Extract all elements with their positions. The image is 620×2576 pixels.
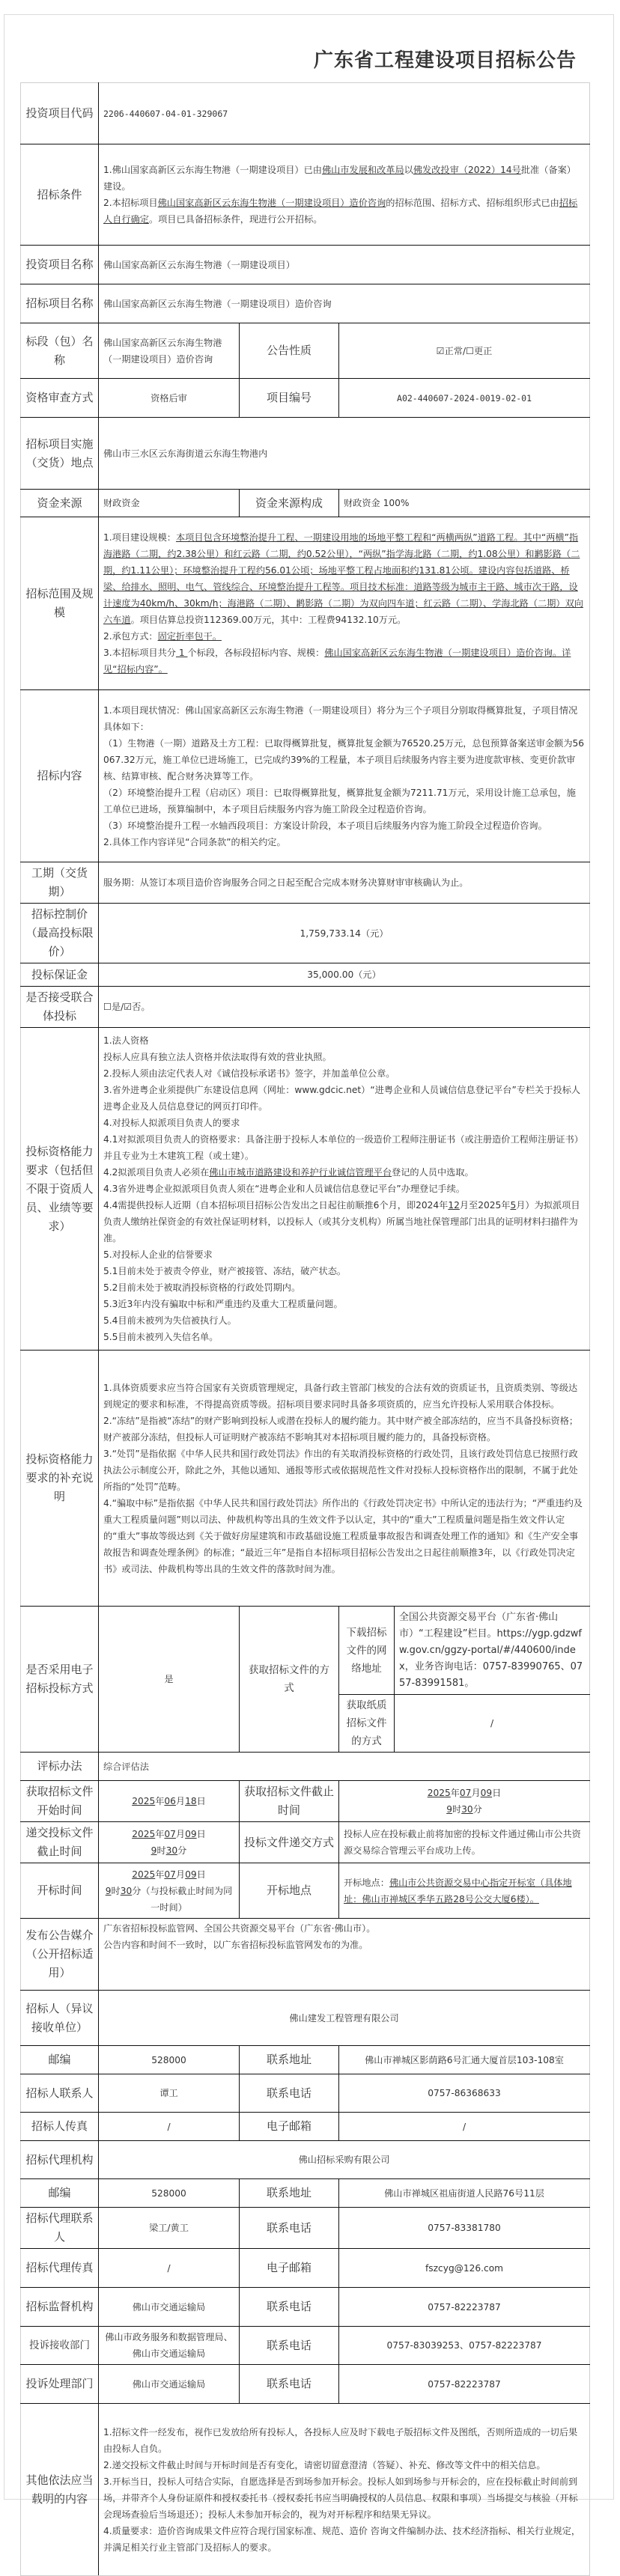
row-consortium — [21, 987, 590, 1028]
supplement-para: 3.“处罚”是指依据《中华人民共和国行政处罚法》作出的有关取消投标资格的行政处罚，且该行政处罚信息已按照行政执法公示制度公开，除此之外，其他以通知、通报等形式或依据规范性文件对投标人投标资格作出的限制，不属于此处所指的“处罚”范畴。 — [103, 1448, 578, 1492]
supplement-label: 投标资格能力要求的补充说明 — [21, 1351, 99, 1607]
tenderer-contact-value: 谭工 — [99, 2074, 240, 2113]
agency-phone-value: 0757-83381780 — [339, 2208, 590, 2249]
row-complaint-recv — [21, 2327, 590, 2365]
row-review — [21, 379, 590, 418]
qualification-line: 2.投标人须由法定代表人对《诚信投标承诺书》签字，并加盖单位公章。 — [103, 1068, 395, 1079]
complaint-handle-phone-value: 0757-82223787 — [339, 2365, 590, 2404]
supplement-value — [99, 1351, 590, 1607]
row-agency-post — [21, 2179, 590, 2208]
content-para: （3）环境整治提升工程一水轴西段项目：方案设计阶段，本子项目后续服务内容为施工阶段全过程造价咨询。 — [103, 820, 547, 831]
qualification-line: 4.2拟派项目负责人必须在佛山市城市道路建设和养护行业诚信管理平台登记的人员中选取。 — [103, 1167, 474, 1178]
doc-end-label: 获取招标文件截止时间 — [240, 1781, 339, 1822]
agency-addr-label: 联系地址 — [240, 2179, 339, 2208]
supervisor-value: 佛山市交通运输局 — [99, 2288, 240, 2327]
row-invest-code — [21, 83, 590, 144]
agency-post-label: 邮编 — [21, 2179, 99, 2208]
tenderer-addr-value: 佛山市禅城区影荫路6号汇通大厦首层103-108室 — [339, 2046, 590, 2074]
agency-phone-label: 联系电话 — [240, 2208, 339, 2249]
qualification-label: 投标资格能力要求（包括但不限于资质人员、业绩等要求） — [21, 1028, 99, 1351]
qualification-line: 5.2目前未处于被取消投标资格的行政处罚期内。 — [103, 1282, 301, 1293]
supplement-para: 4.“骗取中标”是指依据《中华人民共和国行政处罚法》所作出的《行政处罚决定书》中所认定的违法行为；“严重违约及重大工程质量问题”则以司法、仲裁机构等出具的生效文件予以认定，其中的“重大”工程质量问题是指生效文件认定的“重大”事故等级达到《关于做好房屋建筑和市政基础设施工程质量事故报告和调查处理工作的通知》和《生产安全事故报告和调查处理条例》的标准；“最近三年”是指自本招标项目招标公告发出之日起往前顺推3年，以《行政处罚决定书》或司法、仲裁机构等出具的生效文件的落款时间为准。 — [103, 1497, 583, 1574]
tenderer-post-value: 528000 — [99, 2046, 240, 2074]
row-agency-fax — [21, 2249, 590, 2288]
deposit-label: 投标保证金 — [21, 963, 99, 987]
row-doc-time — [21, 1781, 590, 1822]
complaint-handle-phone-label: 联系电话 — [240, 2365, 339, 2404]
conditions-value: 1.佛山国家高新区云东海生物港（一期建设项目）已由佛山市发展和改革局以佛发改投审（2022）14号批准（备案）建设。 2.本招标项目佛山国家高新区云东海生物港（一期建设项目）造价咨询的招标范围、招标方式、招标组织形式已由招标人自行确定。项目已具备招标条件，现进行公开招标。 — [99, 144, 590, 246]
period-value: 服务期：从签订本项目造价咨询服务合同之日起至配合完成本财务决算财审审核确认为止。 — [99, 862, 590, 904]
tenderer-contact-label: 招标人联系人 — [21, 2074, 99, 2113]
invest-name-label: 投资项目名称 — [21, 246, 99, 284]
qualification-line: 4.对投标人拟派项目负责人的要求 — [103, 1118, 240, 1128]
qualification-line: 4.3省外进粤企业拟派项目负责人须在“进粤企业和人员诚信信息登记平台”办理登记手续。 — [103, 1184, 465, 1194]
row-complaint-handle — [21, 2365, 590, 2404]
review-label: 资格审查方式 — [21, 379, 99, 418]
opening-label: 开标时间 — [21, 1863, 99, 1919]
complaint-recv-phone-value: 0757-83039253、0757-82223787 — [339, 2327, 590, 2365]
qualification-line: 4.1对拟派项目负责人的资格要求：具备注册于投标人本单位的一级造价工程师注册证书（或注册造价工程师注册证书）并且专业为土木建筑工程（或土建）。 — [103, 1134, 583, 1161]
notice-nature-label: 公告性质 — [240, 323, 339, 379]
opening-place-value: 开标地点：佛山市公共资源交易中心指定开标室（具体地址：佛山市禅城区季华五路28号公交大厦6楼）。 — [339, 1863, 590, 1919]
row-supplement — [21, 1351, 590, 1607]
submit-method-label: 投标文件递交方式 — [240, 1822, 339, 1863]
row-tenderer — [21, 1991, 590, 2046]
qualification-line: 5.1目前未处于被责令停业，财产被接管、冻结，破产状态。 — [103, 1266, 347, 1276]
complaint-recv-phone-label: 联系电话 — [240, 2327, 339, 2365]
agency-email-value[interactable]: fszcyg@126.com — [339, 2249, 590, 2288]
invest-code-label: 投资项目代码 — [21, 83, 99, 144]
qualification-value — [99, 1028, 590, 1351]
download-url-label: 下载招标文件的网络地址 — [339, 1607, 395, 1695]
row-tender-name — [21, 284, 590, 323]
page-title: 广东省工程建设项目招标公告 — [313, 49, 577, 72]
tenderer-phone-value: 0757-86368633 — [339, 2074, 590, 2113]
row-section — [21, 323, 590, 379]
media-label: 发布公告媒介（公开招标适用） — [21, 1919, 99, 1991]
qualification-line: 3.省外进粤企业须提供广东建设信息网（网址：www.gdcic.net）“进粤企业和人员诚信信息登记平台”专栏关于投标人进粤企业及人员信息登记的网页打印件。 — [103, 1085, 581, 1112]
row-media — [21, 1919, 590, 1991]
row-control-price — [21, 904, 590, 963]
electronic-label: 是否采用电子招标投标方式 — [21, 1607, 99, 1753]
download-url-value[interactable]: 全国公共资源交易平台（广东省·佛山市）“工程建设”栏目。https://ygp.gdzwfw.gov.cn/ggzy-portal/#/440600/index，业务咨询电话：0757-83990765、0757-83991581。 — [395, 1607, 590, 1695]
other-value — [99, 2404, 590, 2576]
conditions-label: 招标条件 — [21, 144, 99, 246]
funds-value: 财政资金 — [99, 490, 240, 517]
submit-value: 2025年07月09日 9时30分 — [99, 1822, 240, 1863]
doc-end-value: 2025年07月09日 9时30分 — [339, 1781, 590, 1822]
invest-name-value: 佛山国家高新区云东海生物港（一期建设项目） — [99, 246, 590, 284]
row-period — [21, 862, 590, 904]
evaluation-value: 综合评估法 — [99, 1753, 590, 1781]
row-qualification — [21, 1028, 590, 1351]
other-para: 3.开标当日，投标人可结合实际，自愿选择是否到场参加开标会。投标人如到场参与开标会的，应在投标截止时间前到场，并带齐个人身份证原件和授权委托书（授权委托书应当明确授权的人员信息、权限和事项）当场提交与核验（开标会现场查验后当场退还）；投标人未参加开标会的，视为对开标程序和结果无异议。 — [103, 2476, 578, 2520]
row-conditions — [21, 144, 590, 246]
agency-value: 佛山招标采购有限公司 — [99, 2141, 590, 2179]
row-submit — [21, 1822, 590, 1863]
row-agency-contact — [21, 2208, 590, 2249]
doc-start-value: 2025年06月18日 — [99, 1781, 240, 1822]
qualification-line: 5.3近3年内没有骗取中标和严重违约及重大工程质量问题。 — [103, 1299, 343, 1309]
tenderer-email-value: / — [339, 2113, 590, 2141]
media-value: 广东省招标投标监管网、全国公共资源交易平台（广东省·佛山市）。 公告内容和时间不一致时，以广东省招标投标监管网发布的为准。 — [99, 1919, 590, 1991]
complaint-recv-value: 佛山市政务服务和数据管理局、佛山市交通运输局 — [99, 2327, 240, 2365]
project-code-label: 项目编号 — [240, 379, 339, 418]
row-tenderer-post — [21, 2046, 590, 2074]
row-tenderer-fax — [21, 2113, 590, 2141]
consortium-value: ☐是/☑否。 — [99, 987, 590, 1028]
row-agency — [21, 2141, 590, 2179]
row-supervisor — [21, 2288, 590, 2327]
content-para: （2）环境整治提升工程（启动区）项目：已取得概算批复，概算批复金额为7211.71万元，采用设计施工总承包，施工单位已进场，预算编制中，本子项目后续服务内容为施工阶段全过程造价咨询。 — [103, 787, 576, 814]
agency-email-label: 电子邮箱 — [240, 2249, 339, 2288]
invest-code-value: 2206-440607-04-01-329067 — [99, 83, 590, 144]
supplement-para: 1.具体资质要求应当符合国家有关资质管理规定，具备行政主管部门核发的合法有效的资质证书，且资质类别、等级达到规定的要求和标准，不得提高资质等级。招标项目要求同时具备多项资质的，应当允许投标人采用联合体投标。 — [103, 1382, 578, 1410]
tenderer-email-label: 电子邮箱 — [240, 2113, 339, 2141]
doc-start-label: 获取招标文件开始时间 — [21, 1781, 99, 1822]
supervisor-phone-label: 联系电话 — [240, 2288, 339, 2327]
row-other — [21, 2404, 590, 2576]
content-value — [99, 690, 590, 862]
agency-label: 招标代理机构 — [21, 2141, 99, 2179]
supervisor-label: 招标监督机构 — [21, 2288, 99, 2327]
row-tenderer-contact — [21, 2074, 590, 2113]
supervisor-phone-value: 0757-82223787 — [339, 2288, 590, 2327]
evaluation-label: 评标办法 — [21, 1753, 99, 1781]
complaint-handle-value: 佛山市交通运输局 — [99, 2365, 240, 2404]
other-label: 其他依法应当载明的内容 — [21, 2404, 99, 2576]
row-location — [21, 418, 590, 490]
opening-place-label: 开标地点 — [240, 1863, 339, 1919]
control-price-value: 1,759,733.14（元） — [99, 904, 590, 963]
qualification-line: 1.法人资格 — [103, 1035, 149, 1046]
qualification-line: 4.4需提供投标人近期（自本招标项目招标公告发出之日起往前顺推6个月，即2024年12月至2025年5月）为拟派项目负责人缴纳社保资金的有效社保证明材料，以投标人（或其分支机构）所属当地社保管理部门出具的证明材料扫描件为准。 — [103, 1200, 580, 1243]
row-deposit — [21, 963, 590, 987]
qualification-line: 5.对投标人企业的信誉要求 — [103, 1249, 213, 1260]
row-electronic — [21, 1607, 590, 1695]
qualification-line: 投标人应具有独立法人资格并依法取得有效的营业执照。 — [103, 1052, 332, 1062]
agency-addr-value: 佛山市禅城区祖庙街道人民路76号11层 — [339, 2179, 590, 2208]
review-value: 资格后审 — [99, 379, 240, 418]
supplement-para: 2.“冻结”是指被“冻结”的财产影响到投标人或潜在投标人的履约能力。其中财产被全部冻结的，应当不具备投标资格；财产被部分冻结，但投标人可证明财产被冻结不影响其对本招标项目履约能力的，具备投标资格。 — [103, 1415, 579, 1443]
project-code-value: A02-440607-2024-0019-02-01 — [339, 379, 590, 418]
content-para: 1.本项目现状情况：佛山国家高新区云东海生物港（一期建设项目）将分为三个子项目分别取得概算批复，子项目情况具体如下： — [103, 704, 578, 732]
row-invest-name — [21, 246, 590, 284]
tenderer-fax-value: / — [99, 2113, 240, 2141]
complaint-handle-label: 投诉处理部门 — [21, 2365, 99, 2404]
row-opening — [21, 1863, 590, 1919]
notice-table — [20, 82, 590, 2576]
section-value: 佛山国家高新区云东海生物港（一期建设项目）造价咨询 — [99, 323, 240, 379]
row-content — [21, 690, 590, 862]
content-para: 2.具体工作内容详见“合同条款”的相关约定。 — [103, 836, 286, 847]
complaint-recv-label: 投诉接收部门 — [21, 2327, 99, 2365]
qualification-line: 5.4目前未被列为失信被执行人。 — [103, 1315, 237, 1326]
tender-name-label: 招标项目名称 — [21, 284, 99, 323]
agency-contact-value: 梁工/黄工 — [99, 2208, 240, 2249]
control-price-label: 招标控制价（最高投标限价） — [21, 904, 99, 963]
paper-method-label: 获取纸质招标文件的方式 — [339, 1695, 395, 1753]
tenderer-addr-label: 联系地址 — [240, 2046, 339, 2074]
other-para: 4.质量要求：造价咨询成果文件应符合现行国家标准、规范、造价 咨询文件编制办法、技术经济指标、相关行业规定，并满足相关行业主管部门及招标人的要求。 — [103, 2525, 581, 2553]
scope-value: 1.项目建设规模：本项目包含环境整治提升工程、一期建设用地的场地平整工程和“两横两纵”道路工程。其中“两横”指海港路（二期，约2.38公里）和红云路（二期，约0.52公里），“两纵”指学海北路（二期，约1.08公里）和鹣影路（二期，约1.11公里）；环境整治提升工程约56.01公顷；场地平整工程占地面积约131.81公顷。建设内容包括道路、桥梁、给排水、照明、电气、管线综合、环境整治提升工程等。项目技术标准：道路等级为城市主干路、城市次干路，设计速度为40km/h、30km/h；海港路（二期）、鹣影路（二期）为双向四车道；红云路（二期）、学海北路（二期）双向六车道。项目估算总投资112369.00万元，其中：工程费94132.10万元。 2.承包方式：固定折率包干。 3.本招标项目共分 1 个标段，各标段招标内容、规模：佛山国家高新区云东海生物港（一期建设项目）造价咨询。详见“招标内容”。 — [99, 517, 590, 690]
content-label: 招标内容 — [21, 690, 99, 862]
row-scope — [21, 517, 590, 690]
funds-composition-value: 财政资金 100% — [339, 490, 590, 517]
tenderer-fax-label: 招标人传真 — [21, 2113, 99, 2141]
electronic-value: 是 — [99, 1607, 240, 1753]
qualification-line: 5.5目前未被列入失信名单。 — [103, 1332, 219, 1342]
submit-label: 递交投标文件截止时间 — [21, 1822, 99, 1863]
section-label: 标段（包）名称 — [21, 323, 99, 379]
funds-composition-label: 资金来源构成 — [240, 490, 339, 517]
paper-method-value: / — [395, 1695, 590, 1753]
doc-method-label: 获取招标文件的方式 — [240, 1607, 339, 1753]
location-value: 佛山市三水区云东海街道云东海生物港内 — [99, 418, 590, 490]
other-para: 1.招标文件一经发布，视作已发放给所有投标人，各投标人应及时下载电子版招标文件及图纸，否则所造成的一切后果由投标人自负。 — [103, 2426, 578, 2454]
opening-value: 2025年07月09日 9时30分（与投标截止时间为同一时间） — [99, 1863, 240, 1919]
tender-name-value: 佛山国家高新区云东海生物港（一期建设项目）造价咨询 — [99, 284, 590, 323]
funds-label: 资金来源 — [21, 490, 99, 517]
agency-post-value: 528000 — [99, 2179, 240, 2208]
deposit-value: 35,000.00（元） — [99, 963, 590, 987]
tenderer-phone-label: 联系电话 — [240, 2074, 339, 2113]
location-label: 招标项目实施（交货）地点 — [21, 418, 99, 490]
period-label: 工期（交货期） — [21, 862, 99, 904]
content-para: （1）生物港（一期）道路及土方工程：已取得概算批复，概算批复金额为76520.25万元，总包预算备案送审金额为56067.32万元，施工单位已进场施工，已完成约39%的工程量，本子项目后续服务内容主要为进度款审核、变更价款审核、结算审核、配合财务决算等工作。 — [103, 737, 585, 782]
row-funds — [21, 490, 590, 517]
agency-contact-label: 招标代理联系人 — [21, 2208, 99, 2249]
tenderer-label: 招标人（异议接收单位） — [21, 1991, 99, 2046]
agency-fax-label: 招标代理传真 — [21, 2249, 99, 2288]
notice-nature-value: ☑正常/☐更正 — [339, 323, 590, 379]
submit-method-value: 投标人应在投标截止前将加密的投标文件通过佛山市公共资源交易综合管理云平台成功上传。 — [339, 1822, 590, 1863]
other-para: 2.递交投标文件截止时间与开标时间是否有变化，请密切留意澄清（答疑）、补充、修改等文件中的相关信息。 — [103, 2459, 546, 2470]
agency-fax-value: / — [99, 2249, 240, 2288]
tenderer-post-label: 邮编 — [21, 2046, 99, 2074]
scope-label: 招标范围及规模 — [21, 517, 99, 690]
row-evaluation — [21, 1753, 590, 1781]
tenderer-value: 佛山建发工程管理有限公司 — [99, 1991, 590, 2046]
consortium-label: 是否接受联合体投标 — [21, 987, 99, 1028]
